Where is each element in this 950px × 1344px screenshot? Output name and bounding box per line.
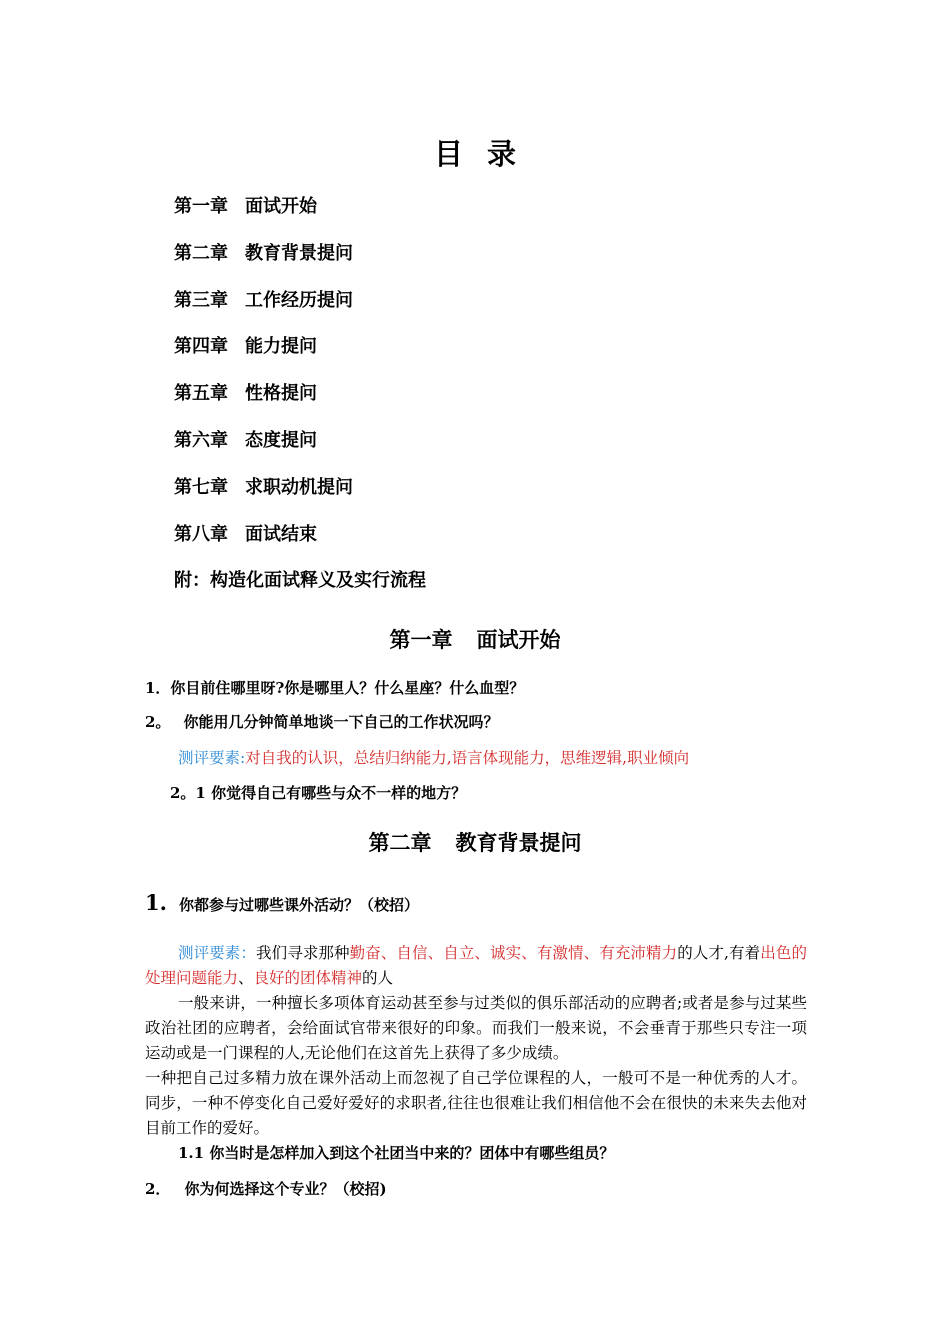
toc-item-label: 性格提问 [245,383,317,404]
toc-item-num: 第二章 [174,243,228,264]
toc-item-num: 第五章 [174,383,228,404]
chapter-num: 第二章 [368,830,432,855]
chapter-title: 教育背景提问 [455,830,582,855]
toc-item-num: 第四章 [174,336,228,357]
evaluation-criteria [145,941,807,991]
toc-appendix: 附：构造化面试释义及实行流程 [174,570,426,591]
sub-question: 1.1 你当时是怎样加入到这个社团当中来的？团体中有哪些组员？ [178,1144,615,1162]
toc-item-label: 态度提问 [245,430,317,451]
chapter-num: 第一章 [389,627,453,652]
toc-item [174,379,317,405]
toc-item [174,473,353,499]
question-num: 1. [145,890,167,915]
toc-title: 目录 [433,137,540,171]
toc-item-label: 工作经历提问 [245,290,353,311]
toc-item-num: 第一章 [174,196,228,217]
toc-item [174,286,353,312]
question-text: 你能用几分钟简单地谈一下自己的工作状况吗？ [183,713,499,731]
question [145,890,419,915]
toc-item-num: 第六章 [174,430,228,451]
question-text: 你为何选择这个专业？（校招) [184,1180,387,1198]
toc-item [174,332,317,358]
eval-highlight: 良好的团体精神 [253,969,363,987]
toc-item [174,426,317,452]
chapter-heading [0,624,950,654]
toc-item-label: 面试结束 [245,524,317,545]
eval-highlight: 勤奋、自信、自立、诚实、有激情、有充沛精力 [349,944,678,962]
chapter-title: 面试开始 [476,627,561,652]
toc-item-label: 教育背景提问 [245,243,353,264]
paragraph: 一种把自己过多精力放在课外活动上而忽视了自己学位课程的人，一般可不是一种优秀的人才。同步，一种不停变化自己爱好爱好的求职者,往往也很难让我们相信他不会在很快的未来失去他对目前工作的爱好。 [145,1069,807,1137]
question: 1．你目前住哪里呀?你是哪里人？什么星座？什么血型？ [145,679,525,697]
toc-item-num: 第八章 [174,524,228,545]
toc-item [174,239,353,265]
eval-text: 我们寻求那种 [256,944,350,962]
toc-item-label: 能力提问 [245,336,317,357]
eval-text: 的人 [362,969,394,987]
toc-item-label: 面试开始 [245,196,317,217]
evaluation-criteria [178,746,689,768]
eval-text: 对自我的认识，总结归纳能力,语言体现能力，思维逻辑,职业倾向 [245,749,690,767]
toc-item [174,520,317,546]
toc-item [174,192,317,218]
eval-highlight: 出色的处理问题能力 [145,944,807,987]
toc-item-label: 求职动机提问 [245,477,353,498]
eval-label: 测评要素 [178,749,241,767]
eval-text: 的人才,有着 [677,944,761,962]
eval-colon: : [240,749,246,767]
eval-label: 测评要素： [178,944,257,962]
eval-text: 、 [238,969,254,987]
sub-question: 2。1 你觉得自己有哪些与众不一样的地方？ [170,784,467,802]
toc-item-num: 第七章 [174,477,228,498]
paragraph: 一般来讲，一种擅长多项体育运动甚至参与过类似的俱乐部活动的应聘者;或者是参与过某些政治社团的应聘者，会给面试官带来很好的印象。而我们一般来说，不会垂青于那些只专注一项运动或是一门课程的人,无论他们在这首先上获得了多少成绩。 [145,994,807,1062]
toc-item-num: 第三章 [174,290,228,311]
question [145,711,498,732]
question-num: 2。 [145,713,171,731]
question [145,1178,387,1199]
chapter-heading [0,827,950,857]
question-num: 2． [145,1180,171,1198]
question-text: 你都参与过哪些课外活动？（校招） [178,896,419,914]
